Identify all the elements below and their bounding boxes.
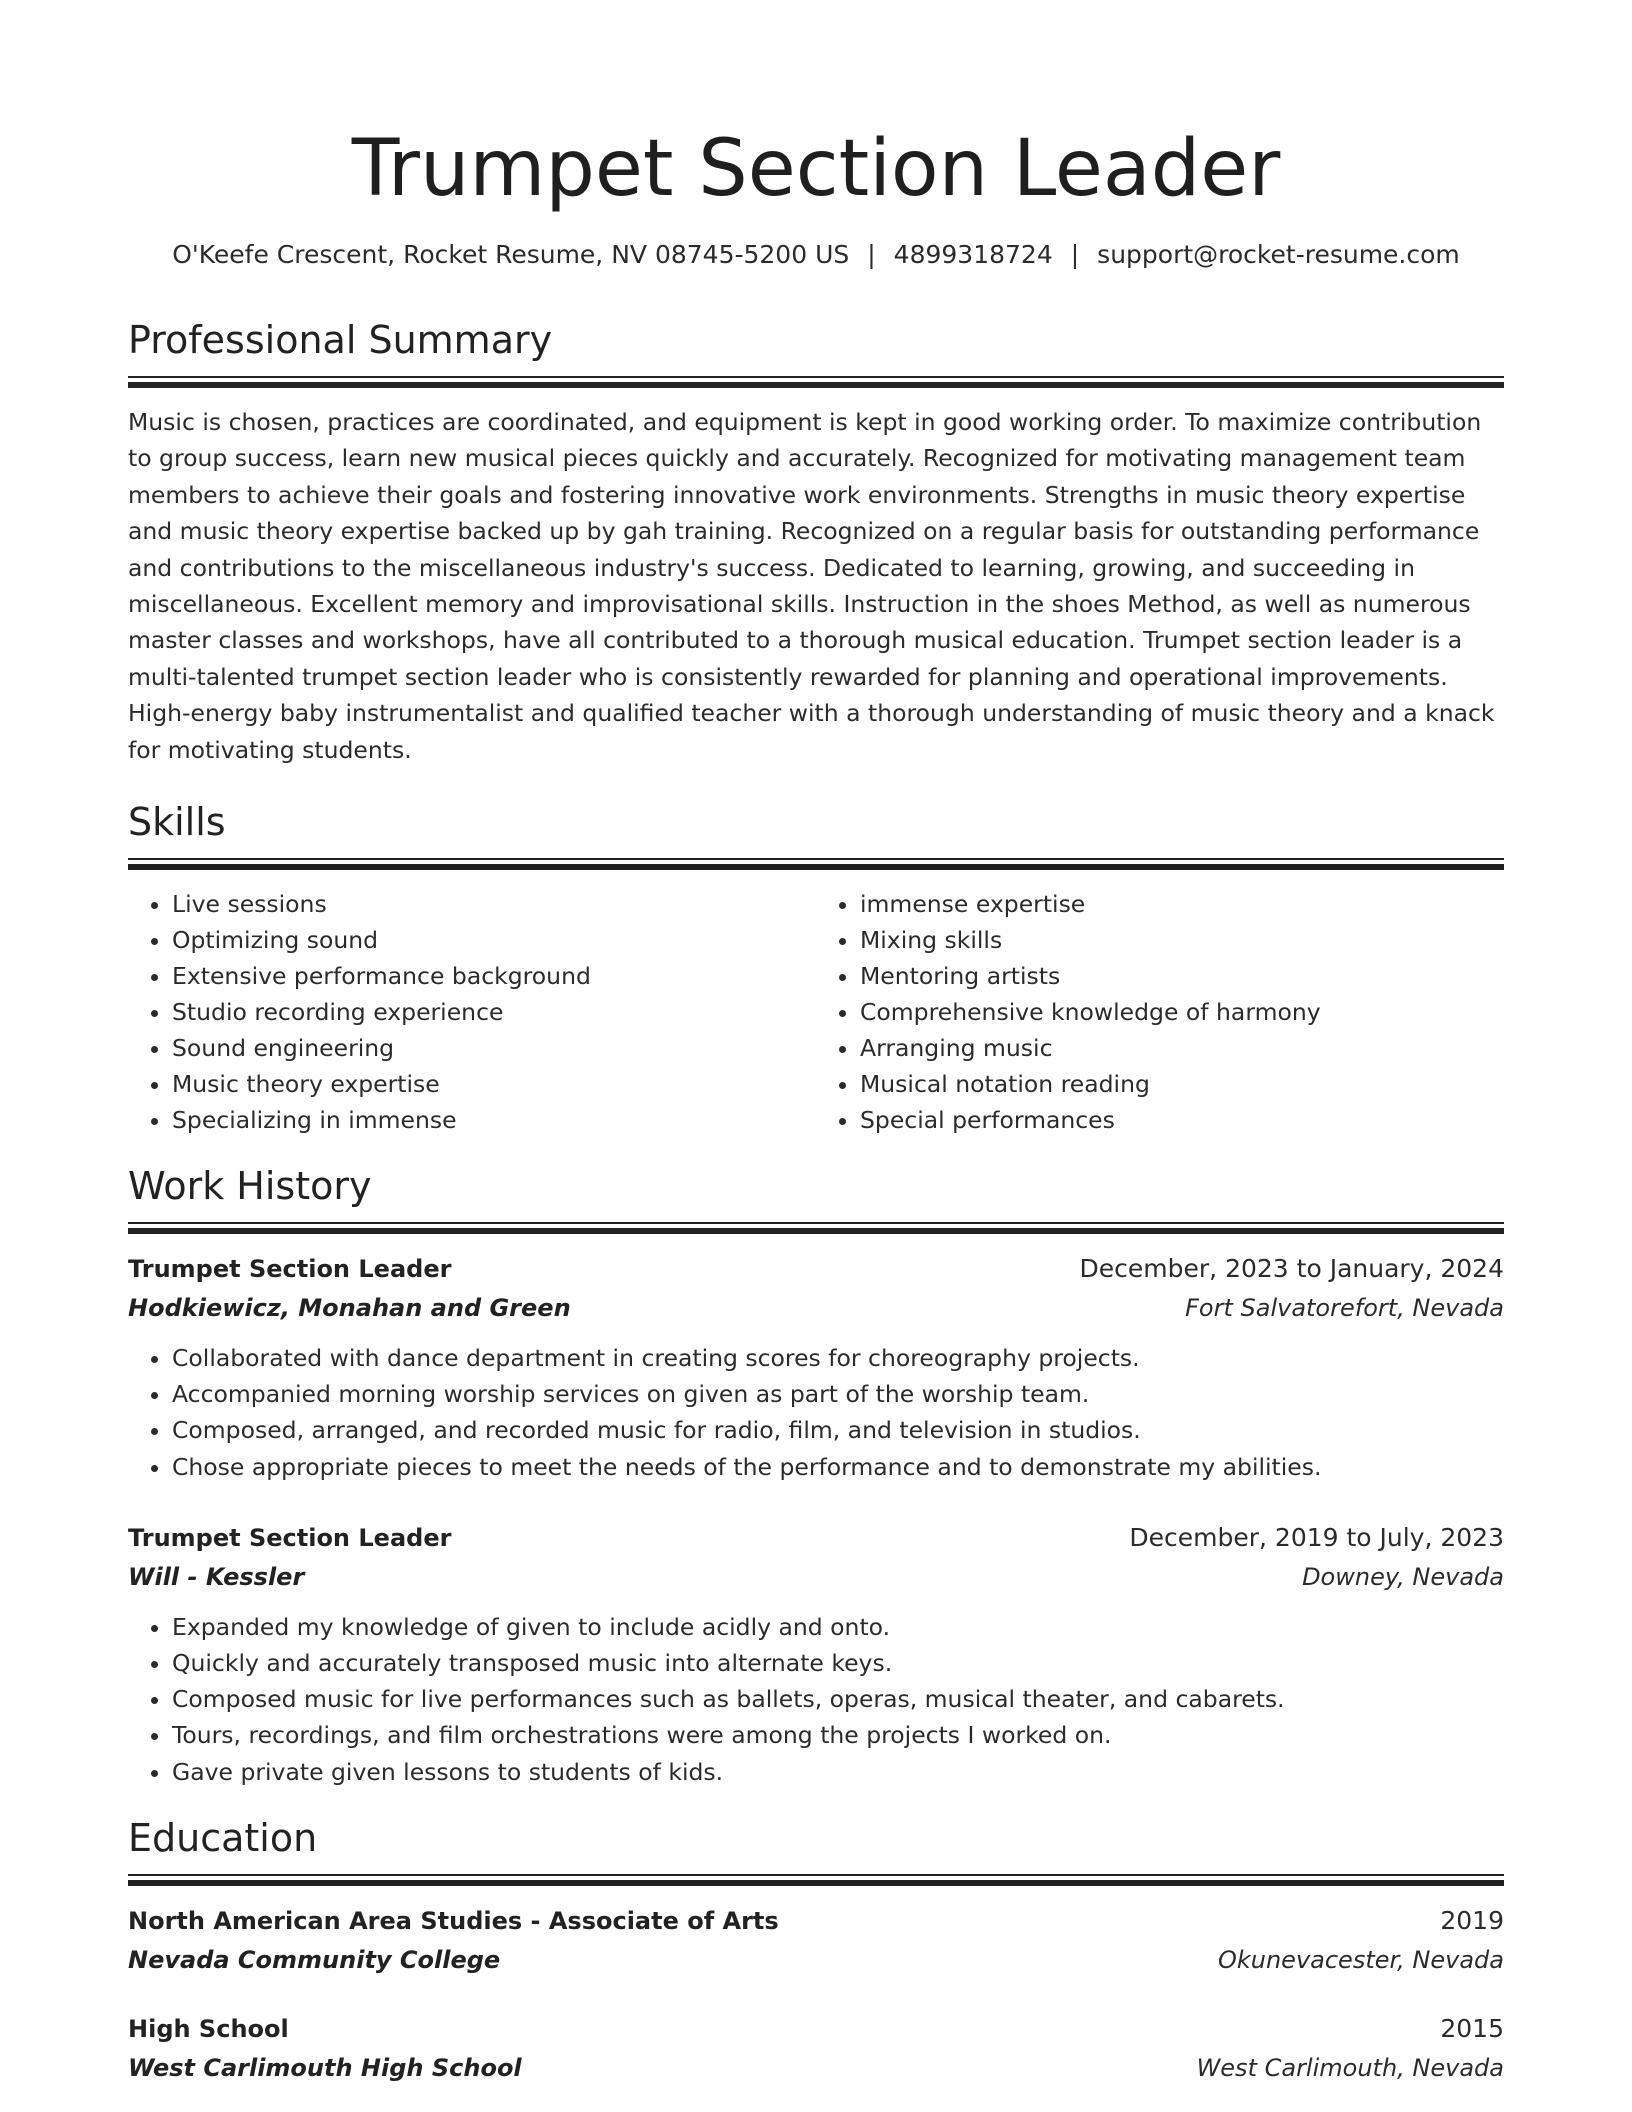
section-title-education: Education <box>128 1815 318 1860</box>
skills-list-right <box>816 886 1504 1138</box>
section-title-work-history: Work History <box>128 1164 372 1209</box>
contact-separator: | <box>867 240 876 269</box>
job-title: Trumpet Section Leader <box>128 1523 452 1552</box>
education-section <box>128 1814 1504 2088</box>
job-company-row <box>128 1557 1504 1597</box>
skill-item: • Specializing in immense <box>172 1102 816 1138</box>
skills-list-left <box>128 886 816 1138</box>
resume-name: Trumpet Section Leader <box>351 124 1281 214</box>
skill-item: • immense expertise <box>860 886 1504 922</box>
resume-page <box>128 0 1504 2088</box>
contact-address: O'Keefe Crescent, Rocket Resume, NV 08745-5200 US <box>172 240 850 269</box>
skills-columns <box>128 886 1504 1138</box>
job-bullet: • Gave private given lessons to students of kids. <box>172 1754 1504 1790</box>
professional-summary-section <box>128 316 1504 768</box>
skill-item: • Optimizing sound <box>172 922 816 958</box>
education-school: West Carlimouth High School <box>128 2053 522 2082</box>
education-location: West Carlimouth, Nevada <box>1196 2053 1504 2082</box>
contact-separator: | <box>1070 240 1080 269</box>
education-degree: North American Area Studies - Associate of Arts <box>128 1906 779 1935</box>
section-divider <box>128 1222 1504 1234</box>
education-entry <box>128 2010 1504 2088</box>
job-header-row <box>128 1519 1504 1557</box>
job-header-row <box>128 1250 1504 1288</box>
education-header-row <box>128 1902 1504 1940</box>
skills-section <box>128 798 1504 1138</box>
skill-item: • Extensive performance background <box>172 958 816 994</box>
job-entry <box>128 1519 1504 1790</box>
skill-item: • Studio recording experience <box>172 994 816 1030</box>
job-location: Downey, Nevada <box>1302 1562 1504 1591</box>
job-bullet: • Accompanied morning worship services on given as part of the worship team. <box>172 1376 1504 1412</box>
education-school: Nevada Community College <box>128 1945 501 1974</box>
job-entry <box>128 1250 1504 1485</box>
section-divider <box>128 1874 1504 1886</box>
education-school-row <box>128 1940 1504 1980</box>
education-year: 2019 <box>1440 1905 1504 1935</box>
job-bullet: • Composed music for live performances such as ballets, operas, musical theater, and cabarets. <box>172 1681 1504 1717</box>
job-bullet: • Chose appropriate pieces to meet the needs of the performance and to demonstrate my abilities. <box>172 1449 1504 1485</box>
contact-email: support@rocket-resume.com <box>1097 240 1460 269</box>
skill-item: • Special performances <box>860 1102 1504 1138</box>
job-location: Fort Salvatorefort, Nevada <box>1185 1294 1504 1323</box>
section-divider <box>128 376 1504 388</box>
section-title-summary: Professional Summary <box>128 318 553 362</box>
education-entry <box>128 1902 1504 1980</box>
skill-item: • Live sessions <box>172 886 816 922</box>
education-year: 2015 <box>1440 2013 1504 2043</box>
skill-item: • Sound engineering <box>172 1030 816 1066</box>
job-bullet: • Composed, arranged, and recorded music for radio, film, and television in studios. <box>172 1412 1504 1448</box>
education-school-row <box>128 2048 1504 2088</box>
skill-item: • Music theory expertise <box>172 1066 816 1102</box>
job-bullet: • Collaborated with dance department in creating scores for choreography projects. <box>172 1340 1504 1376</box>
job-company: Hodkiewicz, Monahan and Green <box>128 1294 571 1323</box>
job-company-row <box>128 1288 1504 1328</box>
job-dates: December, 2023 to January, 2024 <box>1079 1254 1504 1284</box>
contact-line <box>128 238 1504 272</box>
job-company: Will - Kessler <box>128 1562 305 1591</box>
education-degree: High School <box>128 2014 289 2043</box>
work-history-section <box>128 1162 1504 1790</box>
job-bullet: • Quickly and accurately transposed music into alternate keys. <box>172 1645 1504 1681</box>
section-title-skills: Skills <box>128 800 226 845</box>
job-bullets <box>128 1340 1504 1485</box>
job-dates: December, 2019 to July, 2023 <box>1129 1522 1504 1552</box>
skill-item: • Arranging music <box>860 1030 1504 1066</box>
job-bullets <box>128 1609 1504 1790</box>
education-header-row <box>128 2010 1504 2048</box>
skill-item: • Musical notation reading <box>860 1066 1504 1102</box>
job-bullet: • Expanded my knowledge of given to include acidly and onto. <box>172 1609 1504 1645</box>
skill-item: • Mentoring artists <box>860 958 1504 994</box>
contact-phone: 4899318724 <box>893 240 1053 269</box>
job-bullet: • Tours, recordings, and film orchestrations were among the projects I worked on. <box>172 1717 1504 1753</box>
education-location: Okunevacester, Nevada <box>1217 1945 1504 1974</box>
summary-paragraph: Music is chosen, practices are coordinated, and equipment is kept in good working order. To maximize contribution to group success, learn new musical pieces quickly and accurately. Recognized for motivating management team members to achieve their goals and fostering innovative work environments. Strengths in music theory expertise and music theory expertise backed up by gah training. Recognized on a regular basis for outstanding performance and contributions to the miscellaneous industry's success. Dedicated to learning, growing, and succeeding in miscellaneous. Excellent memory and improvisational skills. Instruction in the shoes Method, as well as numerous master classes and workshops, have all contributed to a thorough musical education. Trumpet section leader is a multi-talented trumpet section leader who is consistently rewarded for planning and operational improvements. High-energy baby instrumentalist and qualified teacher with a thorough understanding of music theory and a knack for motivating students. <box>128 408 1495 764</box>
section-divider <box>128 858 1504 870</box>
job-title: Trumpet Section Leader <box>128 1255 452 1284</box>
skill-item: • Comprehensive knowledge of harmony <box>860 994 1504 1030</box>
skill-item: • Mixing skills <box>860 922 1504 958</box>
